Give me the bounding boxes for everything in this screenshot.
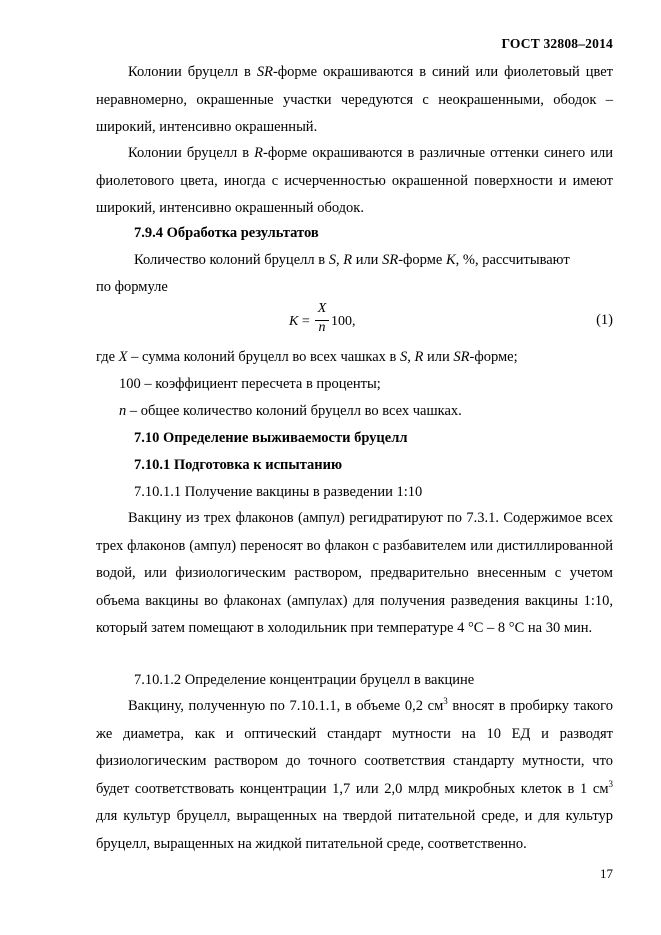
section-heading-7-10-1: 7.10.1 Подготовка к испытанию	[134, 457, 343, 473]
page-number: 17	[600, 866, 613, 881]
paragraph-vaccine-preparation: Вакцину из трех флаконов (ампул) регидратируют по 7.3.1. Содержимое всех трех флаконов (ампул) переносят во флакон с разбавителем или дистиллированной водой, или физиологическим раствором, предварительно внесенным с учетом объема вакцины во флаконах (ампулах) для получения разведения вакцины 1:10, который затем помещают в холодильник при температуре 4 °С – 8 °С на 30 мин.	[96, 510, 613, 636]
paragraph-sr-form: Колонии бруцелл в SR-форме окрашиваются в синий или фиолетовый цвет неравномерно, окрашенные участки чередуются с неокрашенными, ободок – широкий, интенсивно окрашенный.	[96, 64, 613, 135]
section-heading-7-10: 7.10 Определение выживаемости бруцелл	[134, 430, 408, 446]
where-line-n: n – общее количество колоний бруцелл во всех чашках.	[119, 403, 462, 419]
count-line-formula-intro: по формуле	[96, 279, 168, 295]
count-line: Количество колоний бруцелл в S, R или SR-форме K, %, рассчитывают	[134, 252, 570, 268]
formula-rhs: 100,	[331, 314, 356, 329]
section-heading-7-10-1-1: 7.10.1.1 Получение вакцины в разведении 1:10	[134, 484, 423, 500]
section-heading-7-10-1-2: 7.10.1.2 Определение концентрации бруцелл в вакцине	[134, 672, 475, 688]
formula-lhs: K =	[289, 314, 310, 329]
equation-number: (1)	[596, 312, 613, 328]
formula-numerator: X	[317, 301, 327, 316]
paragraph-r-form: Колонии бруцелл в R-форме окрашиваются в различные оттенки синего или фиолетового цвета, иногда с исчерченностью окрашенной поверхности и имеют широкий, интенсивно окрашенный ободок.	[96, 145, 613, 216]
paragraph-concentration: Вакцину, полученную по 7.10.1.1, в объеме 0,2 $см^3$ вносят в пробирку такого же диаметра, как и оптический стандарт мутности на 10 ЕД и разводят физиологическим раствором до точного соответствия стандарту мутности, что будет соответствовать концентрации 1,7 или 2,0 млрд микробных клеток в 1 $см^3$ для культур бруцелл, выращенных на твердой питательной среде, и для культур бруцелл, выращенных на жидкой питательной среде, соответственно.	[96, 696, 613, 852]
where-line-x: где X – сумма колоний бруцелл во всех чашках в S, R или SR-форме;	[96, 349, 518, 365]
where-line-100: 100 – коэффициент пересчета в проценты;	[119, 376, 381, 392]
formula-denominator: n	[318, 320, 326, 335]
standard-header: ГОСТ 32808–2014	[501, 36, 613, 51]
section-heading-7-9-4: 7.9.4 Обработка результатов	[134, 225, 319, 241]
